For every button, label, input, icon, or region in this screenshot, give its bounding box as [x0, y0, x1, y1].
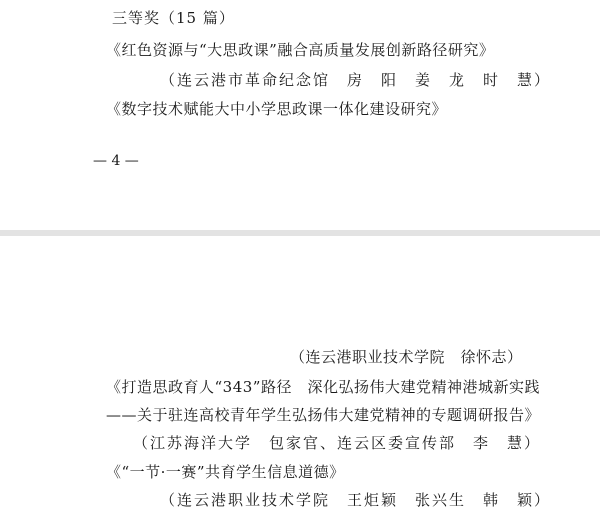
entry-title: 《数字技术赋能大中小学思政课一体化建设研究》 — [106, 100, 448, 118]
entry-subtitle: ——关于驻连高校青年学生弘扬伟大建党精神的专题调研报告》 — [106, 406, 541, 424]
entry-authors: （江苏海洋大学 包家官、连云区委宣传部 李 慧） — [133, 434, 542, 452]
document-page-top — [0, 0, 600, 230]
entry-title: 《“一节·一赛”共育学生信息道德》 — [106, 463, 345, 481]
entry-authors: （连云港市革命纪念馆 房 阳 姜 龙 时 慧） — [160, 71, 552, 89]
entry-authors: （连云港职业技术学院 王炬颖 张兴生 韩 颖） — [160, 491, 552, 509]
entry-title: 《打造思政育人“343”路径 深化弘扬伟大建党精神港城新实践 — [106, 378, 540, 396]
document-page-bottom — [0, 236, 600, 520]
entry-title: 《红色资源与“大思政课”融合高质量发展创新路径研究》 — [106, 41, 495, 59]
entry-authors: （连云港职业技术学院 徐怀志） — [290, 348, 523, 366]
award-heading: 三等奖（15 篇） — [112, 9, 235, 27]
page-number: — 4 — — [93, 153, 139, 169]
